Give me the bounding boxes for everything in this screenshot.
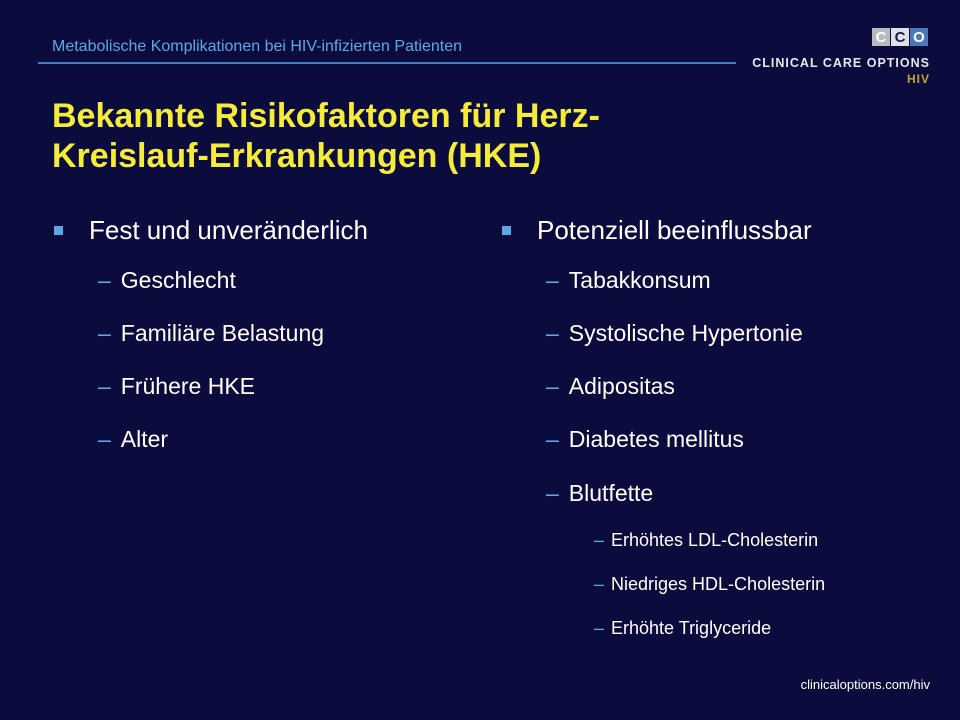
- list-item-text: Blutfette: [568, 479, 654, 506]
- bullet-heading: [500, 212, 940, 248]
- sub-list-item: [594, 572, 940, 596]
- dash-bullet-icon: –: [594, 529, 605, 550]
- list-item-text: Tabakkonsum: [568, 266, 711, 293]
- list-item-text: Frühere HKE: [120, 372, 256, 399]
- dash-bullet-icon: –: [546, 479, 559, 506]
- sub-list-item-text: Erhöhtes LDL-Cholesterin: [611, 529, 819, 550]
- dash-bullet-icon: –: [98, 319, 111, 346]
- list-item: [546, 479, 940, 507]
- square-bullet-icon: [502, 226, 511, 235]
- footer-url: clinicaloptions.com/hiv: [800, 677, 930, 692]
- dash-bullet-icon: –: [546, 372, 559, 399]
- square-bullet-icon: [54, 226, 63, 235]
- list-item-text: Geschlecht: [120, 266, 236, 293]
- dash-bullet-icon: –: [546, 425, 559, 452]
- list-item-text: Adipositas: [568, 372, 675, 399]
- sub-list-item: [594, 616, 940, 640]
- logo-letter-o: O: [910, 28, 928, 46]
- dash-bullet-icon: –: [594, 573, 605, 594]
- title-line-1: Bekannte Risikofaktoren für Herz-: [52, 97, 600, 135]
- list-item: [546, 372, 940, 400]
- list-item: [546, 266, 940, 294]
- header-subtitle: Metabolische Komplikationen bei HIV-infizierten Patienten: [52, 38, 463, 55]
- logo-name: CLINICAL CARE OPTIONS: [752, 56, 930, 70]
- list-item: [98, 319, 472, 347]
- dash-bullet-icon: –: [98, 266, 111, 293]
- dash-bullet-icon: –: [98, 425, 111, 452]
- dash-bullet-icon: –: [546, 319, 559, 346]
- list-item-text: Diabetes mellitus: [568, 425, 744, 452]
- right-column: [500, 212, 940, 640]
- dash-bullet-icon: –: [594, 617, 605, 638]
- list-item: [98, 372, 472, 400]
- dash-bullet-icon: –: [98, 372, 111, 399]
- bullet-heading-text: Fest und unveränderlich: [89, 214, 368, 245]
- logo-sub: HIV: [906, 72, 930, 86]
- list-item: [98, 266, 472, 294]
- clinical-care-options-logo: [752, 28, 930, 88]
- logo-boxes: [871, 28, 928, 46]
- list-item-text: Alter: [120, 425, 169, 452]
- header-divider: [38, 62, 736, 64]
- bullet-heading: [52, 212, 472, 248]
- list-item: [546, 319, 940, 347]
- list-item: [546, 425, 940, 453]
- sub-list-item: [594, 528, 940, 552]
- list-item-text: Familiäre Belastung: [120, 319, 325, 346]
- sub-list-item-text: Erhöhte Triglyceride: [611, 617, 772, 638]
- slide-title: [52, 96, 912, 176]
- list-item: [98, 425, 472, 453]
- logo-letter-c1: C: [872, 28, 890, 46]
- title-line-2: Kreislauf-Erkrankungen (HKE): [52, 137, 542, 175]
- sub-list-item-text: Niedriges HDL-Cholesterin: [611, 573, 826, 594]
- left-column: [52, 212, 472, 453]
- dash-bullet-icon: –: [546, 266, 559, 293]
- logo-letter-c2: C: [891, 28, 909, 46]
- list-item-text: Systolische Hypertonie: [568, 319, 803, 346]
- bullet-heading-text: Potenziell beeinflussbar: [537, 214, 812, 245]
